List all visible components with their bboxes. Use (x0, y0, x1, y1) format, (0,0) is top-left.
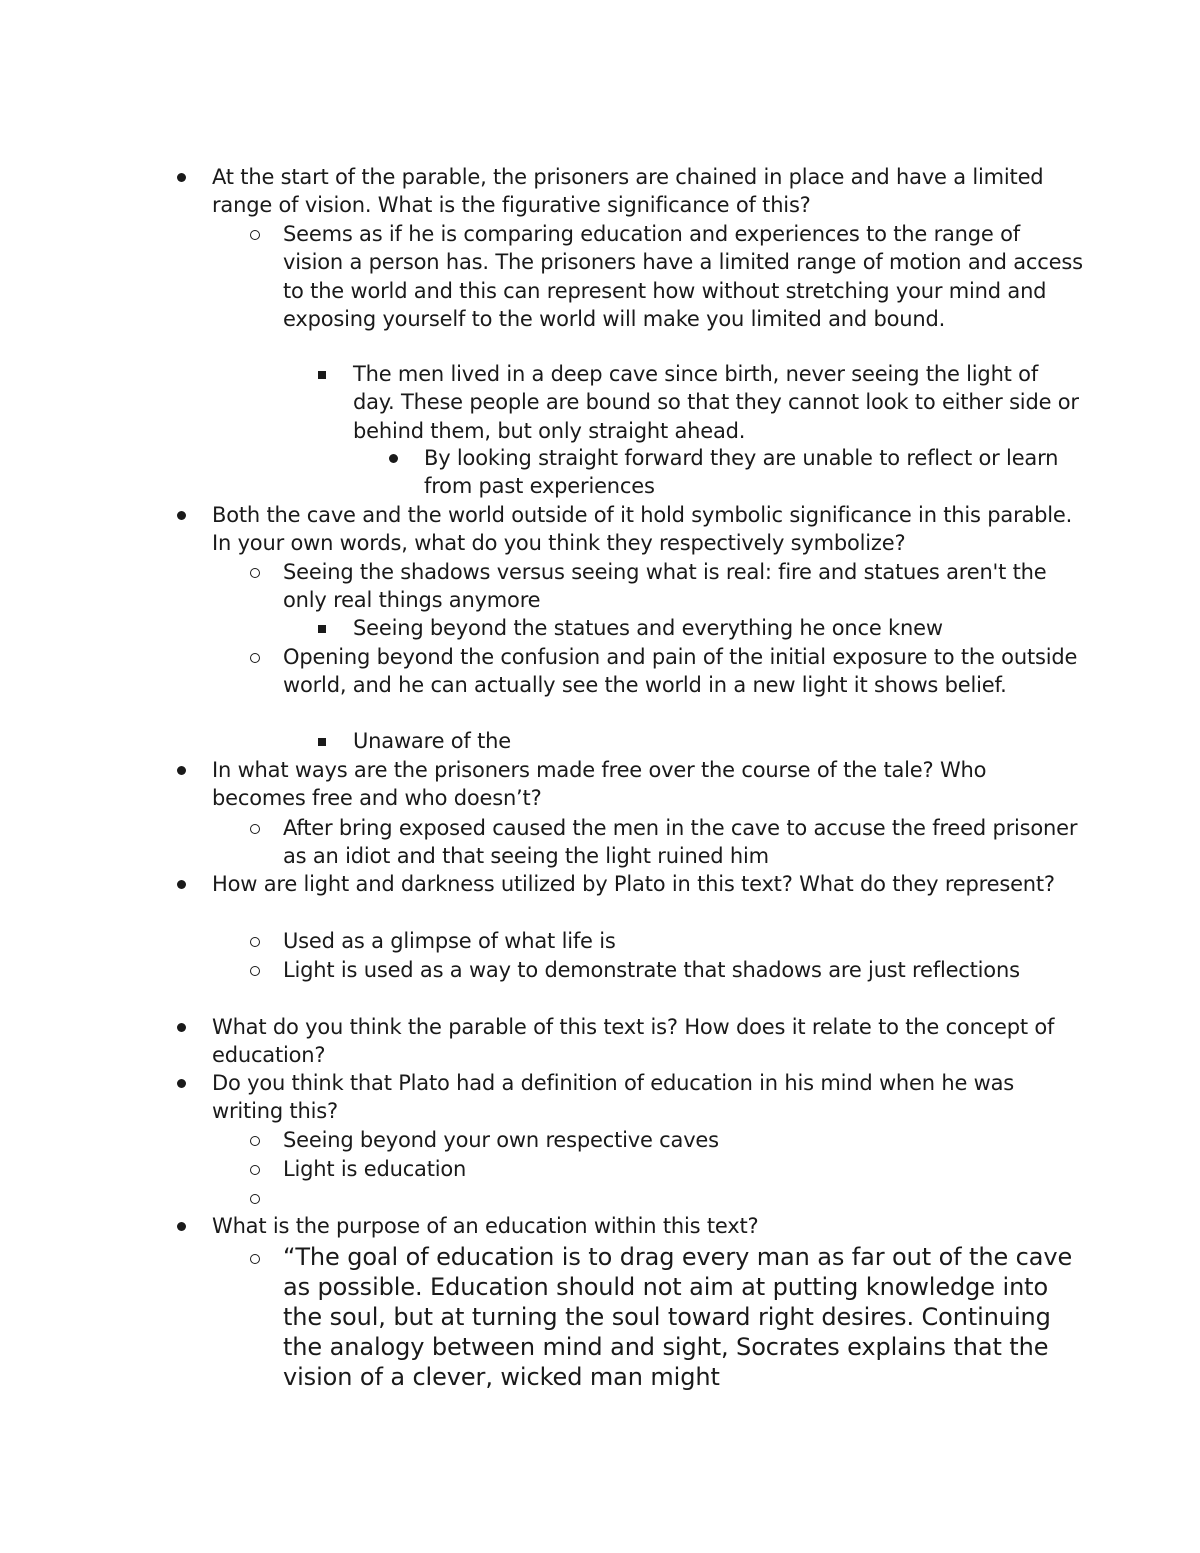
bullet-disc-icon (389, 454, 398, 463)
bullet-circle-icon (250, 1136, 260, 1146)
bullet-square-icon (318, 371, 326, 379)
bullet-circle-icon (250, 1254, 260, 1264)
answer-item (283, 1126, 1083, 1154)
bullet-disc-icon (177, 1079, 186, 1088)
question-item (212, 756, 1082, 813)
item-text: Seeing beyond your own respective caves (283, 1128, 719, 1152)
item-text: By looking straight forward they are unable to reflect or learn from past experiences (424, 446, 1059, 499)
item-text: Unaware of the (353, 729, 511, 753)
item-text: The men lived in a deep cave since birth, never seeing the light of day. These people are bound so that they cannot look to either side or behind them, but only straight ahead. (353, 362, 1079, 443)
bullet-circle-icon (250, 568, 260, 578)
question-item (212, 163, 1082, 220)
bullet-circle-icon (250, 824, 260, 834)
bullet-disc-icon (177, 511, 186, 520)
bullet-circle-icon (250, 937, 260, 947)
answer-item (283, 643, 1083, 700)
bullet-circle-icon (250, 966, 260, 976)
question-item (212, 870, 1082, 898)
answer-item (283, 956, 1083, 984)
item-text: After bring exposed caused the men in the cave to accuse the freed prisoner as an idiot and that seeing the light ruined him (283, 816, 1078, 869)
sub-detail-item (424, 444, 1084, 501)
item-text: Light is used as a way to demonstrate that shadows are just reflections (283, 958, 1020, 982)
bullet-disc-icon (177, 1222, 186, 1231)
item-text: “The goal of education is to drag every man as far out of the cave as possible. Education should not aim at putting knowledge into the soul, but at turning the soul toward right desires. Continuing the analogy between mind and sight, Socrates explains that the vision of a clever, wicked man might (283, 1243, 1073, 1391)
item-text: How are light and darkness utilized by Plato in this text? What do they represent? (212, 872, 1055, 896)
bullet-square-icon (318, 738, 326, 746)
bullet-disc-icon (177, 1023, 186, 1032)
detail-item (353, 727, 1083, 755)
bullet-circle-icon (250, 653, 260, 663)
answer-item (283, 814, 1083, 871)
question-item (212, 1212, 1082, 1240)
item-text: What is the purpose of an education within this text? (212, 1214, 759, 1238)
bullet-disc-icon (177, 173, 186, 182)
quote-answer-item (283, 1242, 1083, 1392)
item-text: Seeing beyond the statues and everything he once knew (353, 616, 943, 640)
answer-item (283, 558, 1083, 615)
item-text: Opening beyond the confusion and pain of the initial exposure to the outside world, and he can actually see the world in a new light it shows belief. (283, 645, 1078, 698)
item-text: Do you think that Plato had a definition of education in his mind when he was writing this? (212, 1071, 1015, 1124)
bullet-square-icon (318, 625, 326, 633)
bullet-disc-icon (177, 766, 186, 775)
item-text: Both the cave and the world outside of it hold symbolic significance in this parable. In your own words, what do you think they respectively symbolize? (212, 503, 1073, 556)
bullet-circle-icon (250, 230, 260, 240)
question-item (212, 501, 1082, 558)
question-item (212, 1069, 1082, 1126)
answer-item (283, 220, 1083, 333)
item-text: What do you think the parable of this text is? How does it relate to the concept of education? (212, 1015, 1055, 1068)
question-item (212, 1013, 1082, 1070)
detail-item (353, 614, 1083, 642)
bullet-circle-icon (250, 1194, 260, 1204)
answer-item (283, 927, 1083, 955)
item-text: In what ways are the prisoners made free over the course of the tale? Who becomes free and who doesn’t? (212, 758, 987, 811)
item-text: Seems as if he is comparing education and experiences to the range of vision a person has. The prisoners have a limited range of motion and access to the world and this can represent how without stretching your mind and exposing yourself to the world will make you limited and bound. (283, 222, 1083, 331)
bullet-disc-icon (177, 880, 186, 889)
empty-answer-item (283, 1184, 1083, 1212)
bullet-circle-icon (250, 1165, 260, 1175)
detail-item (353, 360, 1083, 445)
item-text: At the start of the parable, the prisoners are chained in place and have a limited range of vision. What is the figurative significance of this? (212, 165, 1044, 218)
item-text: Seeing the shadows versus seeing what is real: fire and statues aren't the only real things anymore (283, 560, 1047, 613)
answer-item (283, 1155, 1083, 1183)
item-text: Used as a glimpse of what life is (283, 929, 616, 953)
item-text: Light is education (283, 1157, 467, 1181)
